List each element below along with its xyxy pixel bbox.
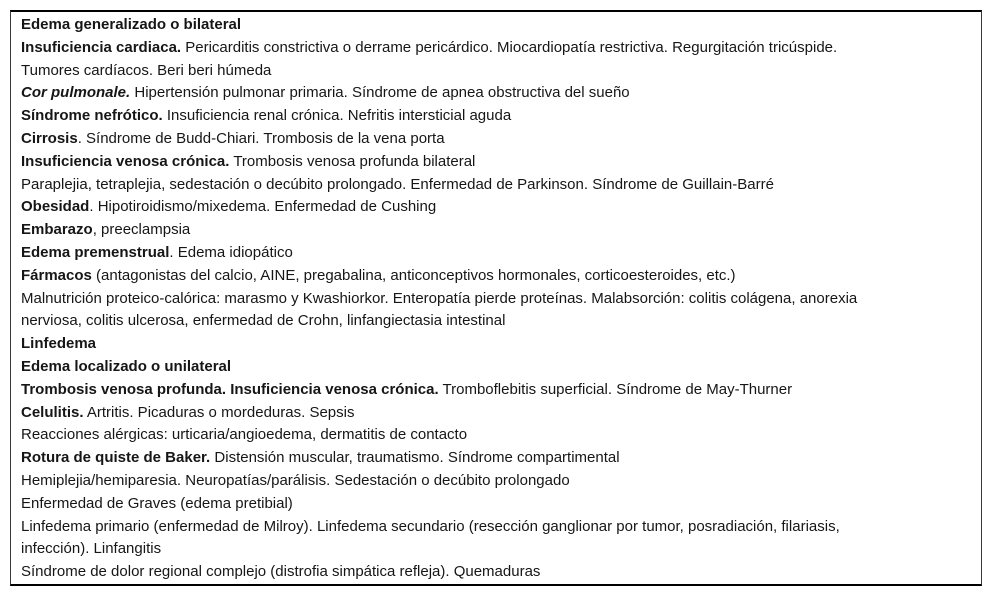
- table-row: [21, 379, 967, 402]
- text-segment: Reacciones alérgicas: urticaria/angioedema, dermatitis de contacto: [21, 426, 468, 444]
- text-segment: Tromboflebitis superficial. Síndrome de May-Thurner: [438, 380, 793, 398]
- text-segment: Hipertensión pulmonar primaria. Síndrome de apnea obstructiva del sueño: [130, 84, 630, 102]
- table-row: [21, 105, 967, 128]
- text-line: [21, 82, 967, 105]
- table-row: [21, 356, 967, 379]
- text-segment: . Hipotiroidismo/mixedema. Enfermedad de Cushing: [89, 198, 437, 216]
- text-line: [21, 60, 967, 83]
- text-line: [21, 196, 967, 219]
- text-segment: Pericarditis constrictiva o derrame pericárdico. Miocardiopatía restrictiva. Regurgitación tricúspide.: [181, 38, 838, 56]
- text-line: [21, 538, 967, 561]
- text-line: [21, 14, 967, 37]
- text-line: [21, 516, 967, 539]
- text-segment: Enfermedad de Graves (edema pretibial): [21, 494, 293, 512]
- table-row: [21, 561, 967, 584]
- table-row: [21, 242, 967, 265]
- text-segment-lead: Insuficiencia venosa crónica.: [21, 152, 230, 170]
- text-segment: nerviosa, colitis ulcerosa, enfermedad de Crohn, linfangiectasia intestinal: [21, 312, 506, 330]
- text-segment-lead: Síndrome nefrótico.: [21, 107, 163, 125]
- text-line: [21, 310, 967, 333]
- text-line: [21, 174, 967, 197]
- text-line: [21, 219, 967, 242]
- table-row: [21, 14, 967, 37]
- text-segment: Síndrome de dolor regional complejo (distrofia simpática refleja). Quemaduras: [21, 563, 541, 581]
- text-segment: . Síndrome de Budd-Chiari. Trombosis de la vena porta: [77, 129, 445, 147]
- text-segment: Insuficiencia renal crónica. Nefritis intersticial aguda: [162, 107, 512, 125]
- text-segment-lead: Cor pulmonale.: [21, 84, 131, 102]
- text-line: [21, 356, 967, 379]
- text-segment-lead: Celulitis.: [21, 403, 84, 421]
- text-segment-lead: Obesidad: [21, 198, 90, 216]
- table-row: [21, 424, 967, 447]
- text-segment-lead: Edema generalizado o bilateral: [21, 16, 242, 33]
- text-line: [21, 151, 967, 174]
- text-line: [21, 402, 967, 425]
- text-segment: Artritis. Picaduras o mordeduras. Sepsis: [83, 403, 355, 421]
- table-row: [21, 288, 967, 334]
- table-row: [21, 128, 967, 151]
- text-segment: Malnutrición proteico-calórica: marasmo y Kwashiorkor. Enteropatía pierde proteínas. Malabsorción: colitis colágena, anorexia: [21, 289, 858, 307]
- text-segment: infección). Linfangitis: [21, 540, 162, 558]
- text-segment: (antagonistas del calcio, AINE, pregabalina, anticonceptivos hormonales, corticoesteroides, etc.): [91, 266, 736, 284]
- text-line: [21, 37, 967, 60]
- table-row: [21, 493, 967, 516]
- text-segment: Linfedema primario (enfermedad de Milroy). Linfedema secundario (resección ganglionar por tumor, posradiación, filariasis,: [21, 517, 840, 535]
- table-row: [21, 265, 967, 288]
- text-segment-lead: Edema localizado o unilateral: [21, 357, 232, 375]
- table-row: [21, 151, 967, 174]
- text-segment-lead: Trombosis venosa profunda. Insuficiencia venosa crónica.: [21, 380, 439, 398]
- text-segment: Paraplejia, tetraplejia, sedestación o decúbito prolongado. Enfermedad de Parkinson. Síndrome de Guillain-Barré: [21, 175, 774, 193]
- table-row: [21, 196, 967, 219]
- table-body: [11, 12, 981, 584]
- text-segment-lead: Rotura de quiste de Baker.: [21, 449, 211, 467]
- table-row: [21, 447, 967, 470]
- table-row: [21, 37, 967, 83]
- table-row: [21, 333, 967, 356]
- text-segment: , preeclampsia: [92, 221, 191, 239]
- text-line: [21, 333, 967, 356]
- text-segment: Distensión muscular, traumatismo. Síndrome compartimental: [210, 449, 620, 467]
- text-line: [21, 265, 967, 288]
- text-segment: Tumores cardíacos. Beri beri húmeda: [21, 61, 272, 79]
- table-row: [21, 174, 967, 197]
- text-line: [21, 470, 967, 493]
- text-segment: Trombosis venosa profunda bilateral: [229, 152, 476, 170]
- table-row: [21, 219, 967, 242]
- table-row: [21, 82, 967, 105]
- table-row: [21, 516, 967, 562]
- text-line: [21, 105, 967, 128]
- table-row: [21, 402, 967, 425]
- table-row: [21, 470, 967, 493]
- text-segment-lead: Embarazo: [21, 221, 93, 239]
- text-segment: Hemiplejia/hemiparesia. Neuropatías/parálisis. Sedestación o decúbito prolongado: [21, 471, 570, 489]
- text-line: [21, 561, 967, 584]
- text-segment-lead: Edema premenstrual: [21, 243, 170, 261]
- text-line: [21, 493, 967, 516]
- edema-causes-table: [10, 10, 982, 586]
- text-line: [21, 379, 967, 402]
- text-line: [21, 288, 967, 311]
- text-segment-lead: Fármacos: [21, 266, 92, 284]
- text-line: [21, 424, 967, 447]
- text-line: [21, 242, 967, 265]
- text-line: [21, 447, 967, 470]
- text-line: [21, 128, 967, 151]
- text-segment-lead: Cirrosis: [21, 129, 78, 147]
- text-segment: . Edema idiopático: [169, 243, 293, 261]
- text-segment-lead: Linfedema: [21, 335, 97, 353]
- text-segment-lead: Insuficiencia cardiaca.: [21, 38, 182, 56]
